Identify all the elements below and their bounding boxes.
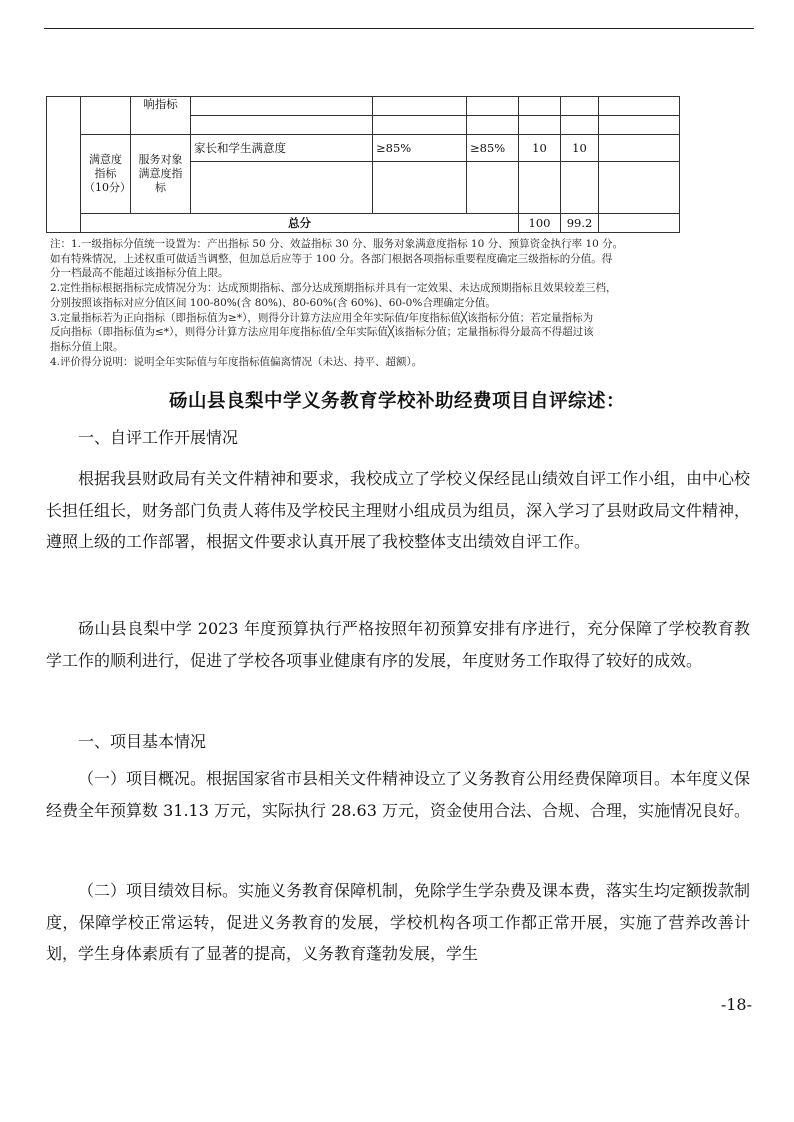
note-line: 注：1.一级指标分值统一设置为：产出指标 50 分、效益指标 30 分、服务对象满意度指标 10 分、预算资金执行率 10 分。: [50, 238, 624, 250]
paragraph-1: 根据我县财政局有关文件精神和要求，我校成立了学校义保经昆山绩效自评工作小组，由中心校长担任组长，财务部门负责人蒋伟及学校民主理财小组成员为组员，深入学习了县财政局文件精神，遵照上级的工作部署，根据文件要求认真开展了我校整体支出绩效自评工作。: [46, 469, 751, 551]
note-line: 2.定性指标根据指标完成情况分为：达成预期指标、部分达成预期指标并具有一定效果、未达成预期指标且效果较差三档，: [50, 282, 617, 295]
page-number: -18-: [720, 995, 752, 1014]
paragraph-4: （二）项目绩效目标。实施义务教育保障机制，免除学生学杂费及课本费，落实生均定额拨款制度，保障学校正常运转，促进义务教育的发展，学校机构各项工作都正常开展，实施了营养改善计划，学生身体素质有了显著的提高，义务教育蓬勃发展，学生: [46, 881, 751, 963]
note-line: 4.评价得分说明：说明全年实际值与年度指标值偏离情况（未达、持平、超额）。: [50, 355, 423, 368]
table-notes: [50, 237, 710, 369]
satisfaction-score: 10: [561, 135, 599, 162]
satisfaction-l2-label: 满意度指标（10分）: [81, 135, 131, 214]
note-line: 分别按照该指标对应分值区间 100-80%(含 80%)、80-60%(含 60%)、60-0%合理确定分值。: [50, 296, 496, 309]
table-row: [47, 135, 680, 162]
satisfaction-item: 家长和学生满意度: [191, 135, 373, 162]
paragraph-3: （一）项目概况。根据国家省市县相关文件精神设立了义务教育公用经费保障项目。本年度义保经费全年预算数 31.13 万元，实际执行 28.63 万元，资金使用合法、合规、合理，实施情况良好。: [46, 769, 751, 820]
total-weight: 100: [519, 214, 561, 233]
satisfaction-actual: ≥85%: [467, 135, 519, 162]
section-title-2: 一、项目基本情况: [78, 732, 207, 751]
total-label: 总分: [81, 214, 519, 233]
table-row: [47, 97, 680, 116]
note-line: 指标分值上限。: [50, 340, 124, 353]
kpi-table: [46, 96, 680, 233]
note-line: 如有特殊情况，上述权重可做适当调整，但加总后应等于 100 分。各部门根据各项指标重要程度确定三级指标的分值。得: [50, 252, 613, 265]
paragraph-2: 砀山县良梨中学 2023 年度预算执行严格按照年初预算安排有序进行，充分保障了学校教育教学工作的顺利进行，促进了学校各项事业健康有序的发展，年度财务工作取得了较好的成效。: [46, 619, 750, 670]
satisfaction-target: ≥85%: [373, 135, 467, 162]
table-row: [47, 214, 680, 233]
satisfaction-weight: 10: [519, 135, 561, 162]
section-heading: 砀山县良梨中学义务教育学校补助经费项目自评综述：: [168, 391, 625, 412]
total-score: 99.2: [561, 214, 599, 233]
note-line: 分一档最高不能超过该指标分值上限。: [50, 267, 229, 280]
satisfaction-l3-label: 服务对象满意度指标: [131, 135, 191, 214]
header-rule: [44, 28, 754, 29]
section-title-1: 一、自评工作开展情况: [78, 428, 239, 447]
note-line: 反向指标（即指标值为≤*），则得分计算方法应用年度指标值/全年实际值╳该指标分值；定量指标得分最高不得超过该: [50, 326, 594, 339]
l2-cell: [81, 97, 131, 135]
l3-label: 响指标: [131, 97, 191, 135]
l1-cell: [47, 97, 81, 233]
note-line: 3.定量指标若为正向指标（即指标值为≥*），则得分计算方法应用全年实际值/年度指标值╳该指标分值；若定量指标为: [50, 311, 594, 324]
